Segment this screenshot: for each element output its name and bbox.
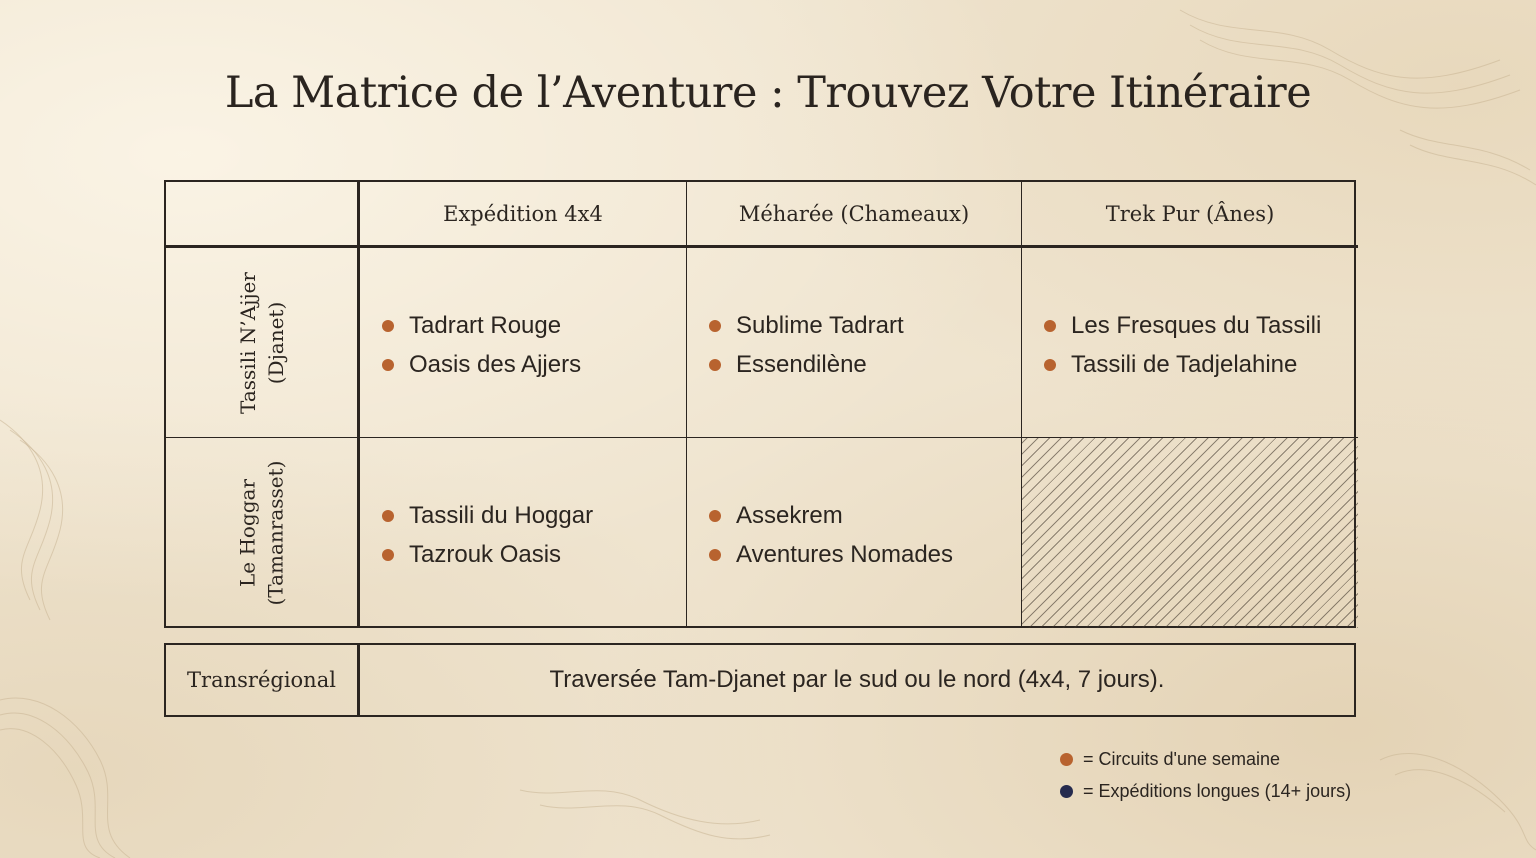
column-header-meharee: Méharée (Chameaux): [687, 182, 1022, 248]
legend-label: = Circuits d'une semaine: [1083, 748, 1281, 769]
legend-item-week: [1060, 743, 1351, 775]
cell-tassili-4x4: [360, 248, 687, 438]
orange-dot-icon: [1060, 753, 1073, 766]
circuit-item: Essendilène: [709, 345, 904, 384]
orange-dot-icon: [709, 549, 721, 561]
corner-cell: [166, 182, 360, 248]
adventure-matrix: [164, 180, 1356, 628]
circuit-item: Tassili du Hoggar: [382, 496, 593, 535]
circuit-item: Les Fresques du Tassili: [1044, 306, 1321, 345]
circuit-item: Tazrouk Oasis: [382, 535, 593, 574]
row-header-hoggar: [166, 438, 360, 628]
legend-label: = Expéditions longues (14+ jours): [1083, 780, 1352, 801]
orange-dot-icon: [709, 359, 721, 371]
cell-hoggar-trek-unavailable: [1022, 438, 1358, 628]
cell-tassili-trek: [1022, 248, 1358, 438]
transregional-text: Traversée Tam-Djanet par le sud ou le nord (4x4, 7 jours).: [549, 666, 1165, 693]
transregional-label: Transrégional: [166, 645, 360, 715]
circuit-item: Assekrem: [709, 496, 953, 535]
cell-hoggar-4x4: [360, 438, 687, 628]
cell-hoggar-meharee: [687, 438, 1022, 628]
orange-dot-icon: [382, 510, 394, 522]
column-header-4x4: Expédition 4x4: [360, 182, 687, 248]
circuit-item: Sublime Tadrart: [709, 306, 904, 345]
navy-dot-icon: [1060, 785, 1073, 798]
circuit-item: Tassili de Tadjelahine: [1044, 345, 1321, 384]
circuit-item: Aventures Nomades: [709, 535, 953, 574]
page-title: La Matrice de l’Aventure : Trouvez Votre Itinéraire: [224, 68, 1312, 118]
orange-dot-icon: [382, 359, 394, 371]
transregional-row: [164, 643, 1356, 717]
row-header-line2: (Djanet): [263, 301, 288, 384]
column-header-trek: Trek Pur (Ânes): [1022, 182, 1358, 248]
orange-dot-icon: [382, 549, 394, 561]
circuit-item: Oasis des Ajjers: [382, 345, 581, 384]
orange-dot-icon: [709, 510, 721, 522]
row-header-tassili: [166, 248, 360, 438]
row-header-line2: (Tamanrasset): [263, 460, 288, 606]
circuit-item: Tadrart Rouge: [382, 306, 581, 345]
cell-tassili-meharee: [687, 248, 1022, 438]
legend: [1060, 743, 1351, 807]
row-header-line1: Le Hoggar: [235, 478, 260, 588]
orange-dot-icon: [1044, 359, 1056, 371]
orange-dot-icon: [1044, 320, 1056, 332]
orange-dot-icon: [709, 320, 721, 332]
orange-dot-icon: [382, 320, 394, 332]
row-header-line1: Tassili N’Ajjer: [235, 271, 260, 414]
legend-item-long: [1060, 775, 1351, 807]
